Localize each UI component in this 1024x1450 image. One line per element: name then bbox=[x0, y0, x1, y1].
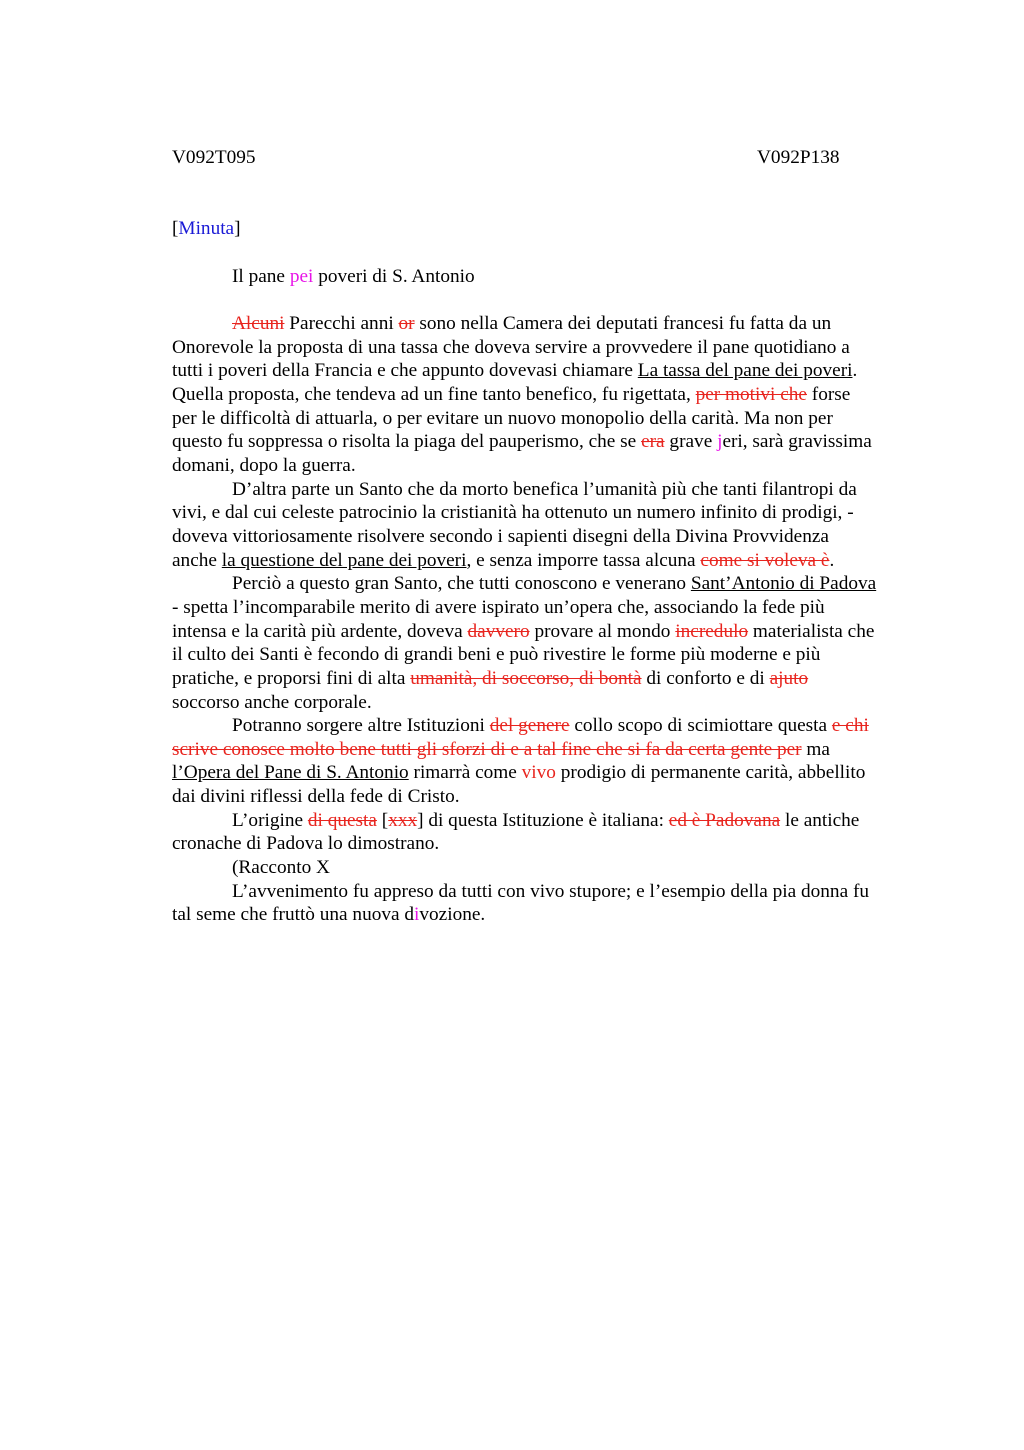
line-text: dai divini riflessi della fede di Cristo. bbox=[172, 786, 460, 808]
document-title bbox=[232, 265, 475, 289]
title-text: poveri di S. Antonio bbox=[313, 266, 475, 287]
text-line bbox=[172, 549, 932, 573]
text-line bbox=[172, 312, 932, 336]
line-text: . bbox=[852, 360, 858, 382]
deleted-text: xxx bbox=[388, 809, 418, 831]
text-line bbox=[172, 856, 932, 880]
text-line bbox=[172, 809, 932, 833]
line-text: tal seme che fruttò una nuova d bbox=[172, 904, 415, 926]
line-text: le antiche bbox=[780, 809, 860, 831]
line-text: cronache di Padova lo dimostrano. bbox=[172, 833, 440, 855]
line-text: (Racconto X bbox=[232, 857, 330, 879]
text-line bbox=[172, 336, 932, 360]
line-text: ma bbox=[801, 738, 830, 760]
text-line bbox=[172, 903, 932, 927]
line-text: rimarrà come bbox=[408, 762, 522, 784]
deleted-text: di questa bbox=[307, 809, 377, 831]
text-line bbox=[172, 785, 932, 809]
text-line bbox=[172, 691, 932, 715]
line-text: vivi, e dal cui celeste patrocinio la cristianità ha ottenuto un numero infinito di prodigi, - bbox=[172, 502, 854, 524]
bracket-open: [ bbox=[172, 218, 179, 239]
underlined-text: Sant’Antonio di Padova bbox=[690, 573, 877, 595]
deleted-text: come si voleva è bbox=[700, 549, 830, 571]
line-text: forse bbox=[806, 383, 851, 405]
line-text: Onorevole la proposta di una tassa che doveva servire a provvedere il pane quotidiano a bbox=[172, 336, 850, 358]
text-line bbox=[172, 572, 932, 596]
line-text: Parecchi anni bbox=[284, 313, 399, 334]
minuta-word: Minuta bbox=[178, 218, 235, 239]
text-line bbox=[172, 761, 932, 785]
line-text: vozione. bbox=[419, 904, 486, 926]
underlined-text: la questione del pane dei poveri bbox=[221, 549, 467, 571]
line-text: , e senza imporre tassa alcuna bbox=[466, 549, 701, 571]
deleted-text: era bbox=[641, 431, 665, 453]
text-line bbox=[172, 714, 932, 738]
text-line bbox=[172, 407, 932, 431]
line-text: ] di questa Istituzione è italiana: bbox=[417, 809, 669, 831]
deleted-text: or bbox=[398, 313, 415, 334]
line-text: prodigio di permanente carità, abbellito bbox=[555, 762, 866, 784]
line-text: collo scopo di scimiottare questa bbox=[569, 715, 832, 737]
deleted-text: ed è Padovana bbox=[668, 809, 781, 831]
line-text: anche bbox=[172, 549, 222, 571]
line-text: intensa e la carità più ardente, doveva bbox=[172, 620, 468, 642]
line-text: doveva vittoriosamente risolvere secondo i sapienti disegni della Divina Provvidenza bbox=[172, 525, 829, 547]
line-text: [ bbox=[376, 809, 389, 831]
text-line bbox=[172, 832, 932, 856]
text-line bbox=[172, 667, 932, 691]
line-text: questo fu soppressa o risolta la piaga del pauperismo, che se bbox=[172, 431, 642, 453]
line-text: Quella proposta, che tendeva ad un fine tanto benefico, fu rigettata, bbox=[172, 383, 696, 405]
text-line bbox=[172, 620, 932, 644]
line-text: - spetta l’incomparabile merito di avere ispirato un’opera che, associando la fede più bbox=[172, 596, 825, 618]
inserted-text: vivo bbox=[521, 762, 556, 784]
text-line bbox=[172, 478, 932, 502]
line-text: sono nella Camera dei deputati francesi fu fatta da un bbox=[414, 313, 832, 334]
line-text: pratiche, e proporsi fini di alta bbox=[172, 667, 411, 689]
text-line bbox=[172, 501, 932, 525]
document-body bbox=[172, 312, 932, 927]
deleted-text: incredulo bbox=[675, 620, 749, 642]
line-text: eri, sarà gravissima bbox=[722, 431, 872, 453]
underlined-text: La tassa del pane dei poveri bbox=[637, 360, 853, 382]
document-code-left: V092T095 bbox=[172, 147, 256, 168]
bracket-close: ] bbox=[234, 218, 241, 239]
line-text: grave bbox=[664, 431, 718, 453]
line-text: tutti i poveri della Francia e che appunto dovevasi chiamare bbox=[172, 360, 638, 382]
line-text: per le difficoltà di attuarla, o per evitare un nuovo monopolio della carità. Ma non per bbox=[172, 407, 833, 429]
line-text: materialista che bbox=[748, 620, 875, 642]
deleted-text: davvero bbox=[467, 620, 530, 642]
line-text: L’origine bbox=[232, 809, 308, 831]
line-text: Potranno sorgere altre Istituzioni bbox=[232, 715, 490, 737]
text-line bbox=[172, 359, 932, 383]
line-text: D’altra parte un Santo che da morto benefica l’umanità più che tanti filantropi da bbox=[232, 478, 857, 500]
line-text: di conforto e di bbox=[641, 667, 770, 689]
underlined-text: l’Opera del Pane di S. Antonio bbox=[172, 762, 409, 784]
deleted-text: Alcuni bbox=[232, 313, 285, 334]
page-code-right: V092P138 bbox=[757, 147, 840, 168]
minuta-label bbox=[172, 217, 241, 241]
inserted-letter: i bbox=[414, 904, 420, 926]
inserted-letter: j bbox=[717, 431, 723, 453]
line-text: . bbox=[829, 549, 835, 571]
text-line bbox=[172, 525, 932, 549]
deleted-text: ajuto bbox=[769, 667, 809, 689]
title-insertion: pei bbox=[289, 266, 314, 287]
text-line bbox=[172, 430, 932, 454]
line-text: Perciò a questo gran Santo, che tutti conoscono e venerano bbox=[232, 573, 691, 595]
text-line bbox=[172, 738, 932, 762]
text-line bbox=[172, 596, 932, 620]
deleted-text: umanità, di soccorso, di bontà bbox=[410, 667, 642, 689]
title-text: Il pane bbox=[232, 266, 290, 287]
text-line bbox=[172, 880, 932, 904]
text-line bbox=[172, 454, 932, 478]
line-text: il culto dei Santi è fecondo di grandi beni e può rivestire le forme più moderne e più bbox=[172, 644, 821, 666]
line-text: domani, dopo la guerra. bbox=[172, 454, 356, 476]
line-text: L’avvenimento fu appreso da tutti con vivo stupore; e l’esempio della pia donna fu bbox=[232, 880, 870, 902]
line-text: provare al mondo bbox=[529, 620, 676, 642]
text-line bbox=[172, 643, 932, 667]
deleted-text: per motivi che bbox=[695, 383, 807, 405]
text-line bbox=[172, 383, 932, 407]
deleted-text: e chi bbox=[831, 715, 869, 737]
line-text: soccorso anche corporale. bbox=[172, 691, 372, 713]
deleted-text: del genere bbox=[489, 715, 570, 737]
deleted-text: scrive conosce molto bene tutti gli sforzi di e a tal fine che si fa da certa gente per bbox=[172, 738, 802, 760]
